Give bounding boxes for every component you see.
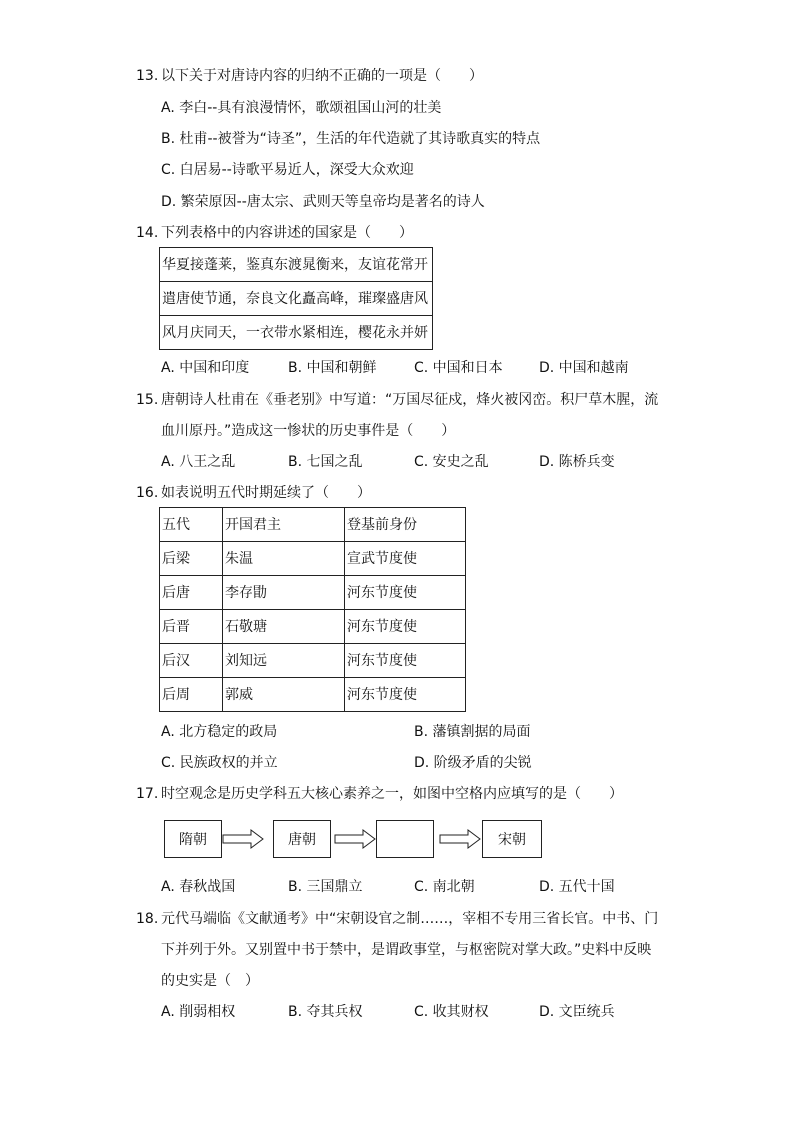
question-15-option-b: B. 七国之乱 [288, 454, 363, 470]
table-row [160, 610, 466, 644]
question-17-option-c: C. 南北朝 [414, 879, 475, 895]
question-17-option-d: D. 五代十国 [539, 879, 615, 895]
table-row [160, 678, 466, 712]
table-header-cell: 开国君主 [223, 508, 345, 542]
table-cell: 后汉 [160, 644, 223, 678]
question-13-stem: 以下关于对唐诗内容的归纳不正确的一项是（ ） [161, 68, 483, 84]
question-18-option-d: D. 文臣统兵 [539, 1004, 615, 1020]
question-16-table [159, 507, 466, 712]
table-cell: 后梁 [160, 542, 223, 576]
table-header-cell: 五代 [160, 508, 223, 542]
question-14-option-c: C. 中国和日本 [414, 360, 503, 376]
table-cell: 河东节度使 [345, 644, 466, 678]
table-cell: 河东节度使 [345, 678, 466, 712]
table-cell: 后周 [160, 678, 223, 712]
table-row [160, 542, 466, 576]
flow-box-tang [273, 820, 331, 858]
question-17-option-a: A. 春秋战国 [161, 879, 236, 895]
question-18-option-a: A. 削弱相权 [161, 1004, 236, 1020]
table-cell: 华夏接蓬莱，鉴真东渡晁衡来，友谊花常开 [160, 248, 433, 282]
question-14-option-b: B. 中国和朝鲜 [288, 360, 377, 376]
right-arrow-icon [334, 829, 376, 849]
question-16-option-c: C. 民族政权的并立 [161, 755, 278, 771]
question-15-option-a: A. 八王之乱 [161, 454, 236, 470]
question-14-option-a: A. 中国和印度 [161, 360, 250, 376]
table-row [160, 644, 466, 678]
table-cell: 后唐 [160, 576, 223, 610]
question-17-option-b: B. 三国鼎立 [288, 879, 363, 895]
question-13-option-a: A. 李白--具有浪漫情怀，歌颂祖国山河的壮美 [161, 100, 442, 116]
question-15-stem-line-2: 血川原丹。”造成这一惨状的历史事件是（ ） [161, 423, 456, 439]
flow-box-label: 宋朝 [498, 832, 526, 848]
question-15-option-d: D. 陈桥兵变 [539, 454, 615, 470]
table-cell: 河东节度使 [345, 610, 466, 644]
table-row [160, 282, 433, 316]
table-cell: 宣武节度使 [345, 542, 466, 576]
question-18-stem-line-2: 下并列于外。又别置中书于禁中，是谓政事堂，与枢密院对掌大政。”史料中反映 [161, 942, 652, 958]
question-18-option-c: C. 收其财权 [414, 1004, 489, 1020]
question-14-stem: 下列表格中的内容讲述的国家是（ ） [161, 225, 413, 241]
question-16-option-b: B. 藩镇割据的局面 [414, 724, 531, 740]
question-14-table [159, 247, 433, 350]
question-13-number: 13. [136, 68, 159, 84]
question-18-number: 18. [136, 911, 159, 927]
question-18-option-b: B. 夺其兵权 [288, 1004, 363, 1020]
question-14-option-d: D. 中国和越南 [539, 360, 629, 376]
right-arrow-icon [222, 829, 264, 849]
table-header-cell: 登基前身份 [345, 508, 466, 542]
question-13-option-b: B. 杜甫--被誉为“诗圣”，生活的年代造就了其诗歌真实的特点 [161, 131, 541, 147]
table-cell: 石敬瑭 [223, 610, 345, 644]
question-14-number: 14. [136, 225, 159, 241]
table-cell: 李存勖 [223, 576, 345, 610]
flow-box-song [482, 820, 542, 858]
table-header-row [160, 508, 466, 542]
right-arrow-icon [439, 829, 481, 849]
question-18-stem-line-3: 的史实是（ ） [161, 973, 259, 989]
question-13-option-d: D. 繁荣原因--唐太宗、武则天等皇帝均是著名的诗人 [161, 194, 485, 210]
flow-box-label: 隋朝 [179, 832, 207, 848]
question-16-option-a: A. 北方稳定的政局 [161, 724, 278, 740]
question-13-option-c: C. 白居易--诗歌平易近人，深受大众欢迎 [161, 162, 414, 178]
question-16-option-d: D. 阶级矛盾的尖锐 [414, 755, 532, 771]
question-17-number: 17. [136, 786, 159, 802]
question-18-stem-line-1: 元代马端临《文献通考》中“宋朝设官之制……，宰相不专用三省长官。中书、门 [161, 911, 659, 927]
table-cell: 朱温 [223, 542, 345, 576]
table-cell: 后晋 [160, 610, 223, 644]
question-16-number: 16. [136, 485, 159, 501]
table-cell: 郭威 [223, 678, 345, 712]
table-cell: 遣唐使节通，奈良文化矗高峰，璀璨盛唐风 [160, 282, 433, 316]
question-15-option-c: C. 安史之乱 [414, 454, 489, 470]
table-cell: 河东节度使 [345, 576, 466, 610]
question-15-stem-line-1: 唐朝诗人杜甫在《垂老别》中写道：“万国尽征戍，烽火被冈峦。积尸草木腥，流 [161, 392, 659, 408]
table-row [160, 576, 466, 610]
question-17-stem: 时空观念是历史学科五大核心素养之一，如图中空格内应填写的是（ ） [161, 786, 623, 802]
flow-box-label: 唐朝 [288, 832, 316, 848]
flow-box-blank [376, 820, 434, 858]
flow-box-sui [164, 820, 222, 858]
table-cell: 风月庆同天，一衣带水紧相连，樱花永并妍 [160, 316, 433, 350]
table-row [160, 248, 433, 282]
table-cell: 刘知远 [223, 644, 345, 678]
question-15-number: 15. [136, 392, 159, 408]
table-row [160, 316, 433, 350]
question-16-stem: 如表说明五代时期延续了（ ） [161, 485, 371, 501]
